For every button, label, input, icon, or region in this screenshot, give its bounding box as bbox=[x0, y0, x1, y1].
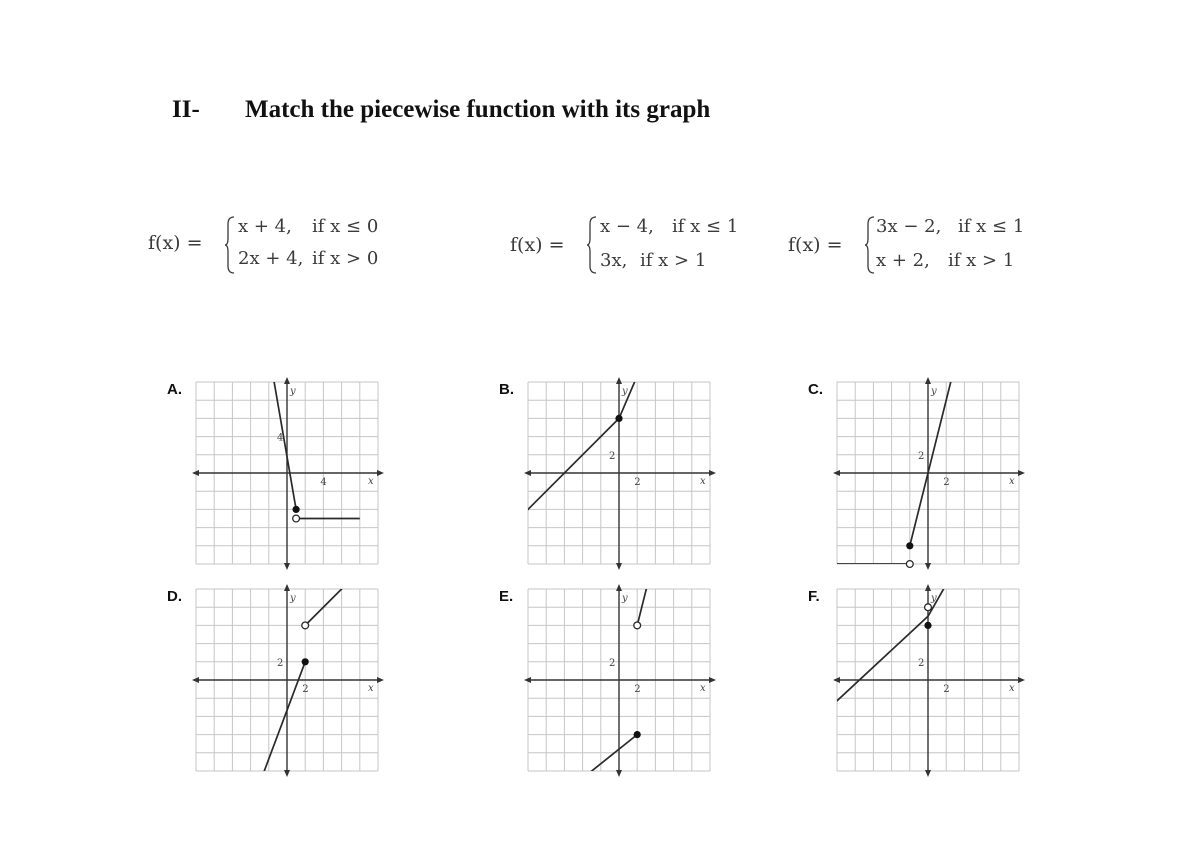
open-endpoint bbox=[925, 604, 932, 611]
y-axis-label: y bbox=[931, 593, 937, 604]
function-graph bbox=[492, 355, 647, 546]
y-axis-arrow-down bbox=[925, 770, 931, 777]
open-endpoint bbox=[634, 622, 641, 629]
graph-label: D. bbox=[167, 588, 182, 605]
case-2-condition: if x > 1 bbox=[948, 250, 1015, 271]
closed-endpoint bbox=[293, 506, 300, 513]
left-brace bbox=[586, 216, 598, 274]
y-tick-label: 2 bbox=[609, 657, 616, 669]
case-1-condition: if x ≤ 1 bbox=[958, 216, 1025, 237]
graph-plot bbox=[835, 378, 1035, 578]
case-1-expression: x + 4, bbox=[238, 216, 292, 237]
y-tick-label: 2 bbox=[918, 657, 925, 669]
y-axis-arrow-down bbox=[616, 563, 622, 570]
graph-label: E. bbox=[499, 588, 514, 605]
exercise-instruction: Match the piecewise function with its graph bbox=[245, 96, 711, 123]
y-axis-label: y bbox=[290, 386, 296, 397]
open-endpoint bbox=[293, 515, 300, 522]
y-tick-label: 2 bbox=[609, 450, 616, 462]
x-axis-label: x bbox=[1009, 683, 1015, 694]
exercise-number: II- bbox=[172, 96, 200, 123]
y-axis-arrow-down bbox=[616, 770, 622, 777]
y-axis-arrow-down bbox=[284, 770, 290, 777]
graph-segment bbox=[492, 418, 619, 545]
x-axis-arrow-right bbox=[709, 470, 716, 476]
piecewise-function-3 bbox=[788, 212, 1048, 278]
y-axis-arrow-up bbox=[925, 584, 931, 591]
graph-e bbox=[496, 585, 726, 785]
case-2-condition: if x > 0 bbox=[312, 248, 379, 269]
x-tick-label: 2 bbox=[943, 477, 950, 488]
piecewise-function-1 bbox=[148, 212, 418, 278]
graph-label: F. bbox=[808, 588, 820, 605]
left-brace bbox=[224, 216, 236, 274]
case-2-expression: 3x, bbox=[600, 250, 628, 271]
case-1-condition: if x ≤ 1 bbox=[672, 216, 739, 237]
graph-plot bbox=[194, 585, 394, 785]
closed-endpoint bbox=[302, 658, 309, 665]
closed-endpoint bbox=[634, 731, 641, 738]
y-tick-label: 2 bbox=[277, 657, 284, 669]
x-axis-arrow-right bbox=[377, 677, 384, 683]
x-axis-arrow-right bbox=[377, 470, 384, 476]
y-axis-arrow-down bbox=[284, 563, 290, 570]
x-axis-arrow-right bbox=[1018, 470, 1025, 476]
y-axis-label: y bbox=[622, 593, 628, 604]
y-axis-arrow-up bbox=[616, 584, 622, 591]
graph-b bbox=[496, 378, 726, 578]
y-tick-label: 2 bbox=[918, 450, 925, 462]
graph-plot bbox=[526, 378, 726, 578]
graph-f bbox=[805, 585, 1035, 785]
x-axis-arrow-right bbox=[1018, 677, 1025, 683]
case-2-expression: x + 2, bbox=[876, 250, 930, 271]
x-axis-label: x bbox=[368, 476, 374, 487]
function-lhs: f(x) = bbox=[510, 234, 565, 256]
x-axis-arrow-right bbox=[709, 677, 716, 683]
x-axis-label: x bbox=[1009, 476, 1015, 487]
y-tick-label: 4 bbox=[277, 432, 284, 444]
graph-label: B. bbox=[499, 381, 514, 398]
graph-d bbox=[164, 585, 394, 785]
closed-endpoint bbox=[615, 415, 622, 422]
x-tick-label: 2 bbox=[943, 684, 950, 695]
y-axis-arrow-down bbox=[925, 563, 931, 570]
x-tick-label: 2 bbox=[634, 477, 641, 488]
y-axis-label: y bbox=[290, 593, 296, 604]
graph-plot bbox=[194, 378, 394, 578]
x-axis-label: x bbox=[368, 683, 374, 694]
graph-a bbox=[164, 378, 394, 578]
y-axis-arrow-up bbox=[616, 377, 622, 384]
left-brace bbox=[864, 216, 876, 274]
y-axis-label: y bbox=[622, 386, 628, 397]
open-endpoint bbox=[906, 561, 913, 568]
x-axis-label: x bbox=[700, 476, 706, 487]
closed-endpoint bbox=[906, 542, 913, 549]
case-2-expression: 2x + 4, bbox=[238, 248, 304, 269]
x-tick-label: 2 bbox=[634, 684, 641, 695]
x-tick-label: 2 bbox=[302, 684, 309, 695]
open-endpoint bbox=[302, 622, 309, 629]
case-2-condition: if x > 1 bbox=[640, 250, 707, 271]
y-axis-label: y bbox=[931, 386, 937, 397]
y-axis-arrow-up bbox=[284, 584, 290, 591]
case-1-expression: x − 4, bbox=[600, 216, 654, 237]
graph-plot bbox=[526, 585, 726, 785]
y-axis-arrow-up bbox=[284, 377, 290, 384]
function-lhs: f(x) = bbox=[788, 234, 843, 256]
case-1-expression: 3x − 2, bbox=[876, 216, 942, 237]
closed-endpoint bbox=[924, 622, 931, 629]
piecewise-function-2 bbox=[510, 212, 760, 278]
x-tick-label: 4 bbox=[320, 477, 327, 488]
case-1-condition: if x ≤ 0 bbox=[312, 216, 379, 237]
y-axis-arrow-up bbox=[925, 377, 931, 384]
function-lhs: f(x) = bbox=[148, 232, 203, 254]
graph-c bbox=[805, 378, 1035, 578]
graph-label: A. bbox=[167, 381, 182, 398]
x-axis-label: x bbox=[700, 683, 706, 694]
graph-label: C. bbox=[808, 381, 823, 398]
graph-plot bbox=[835, 585, 1035, 785]
